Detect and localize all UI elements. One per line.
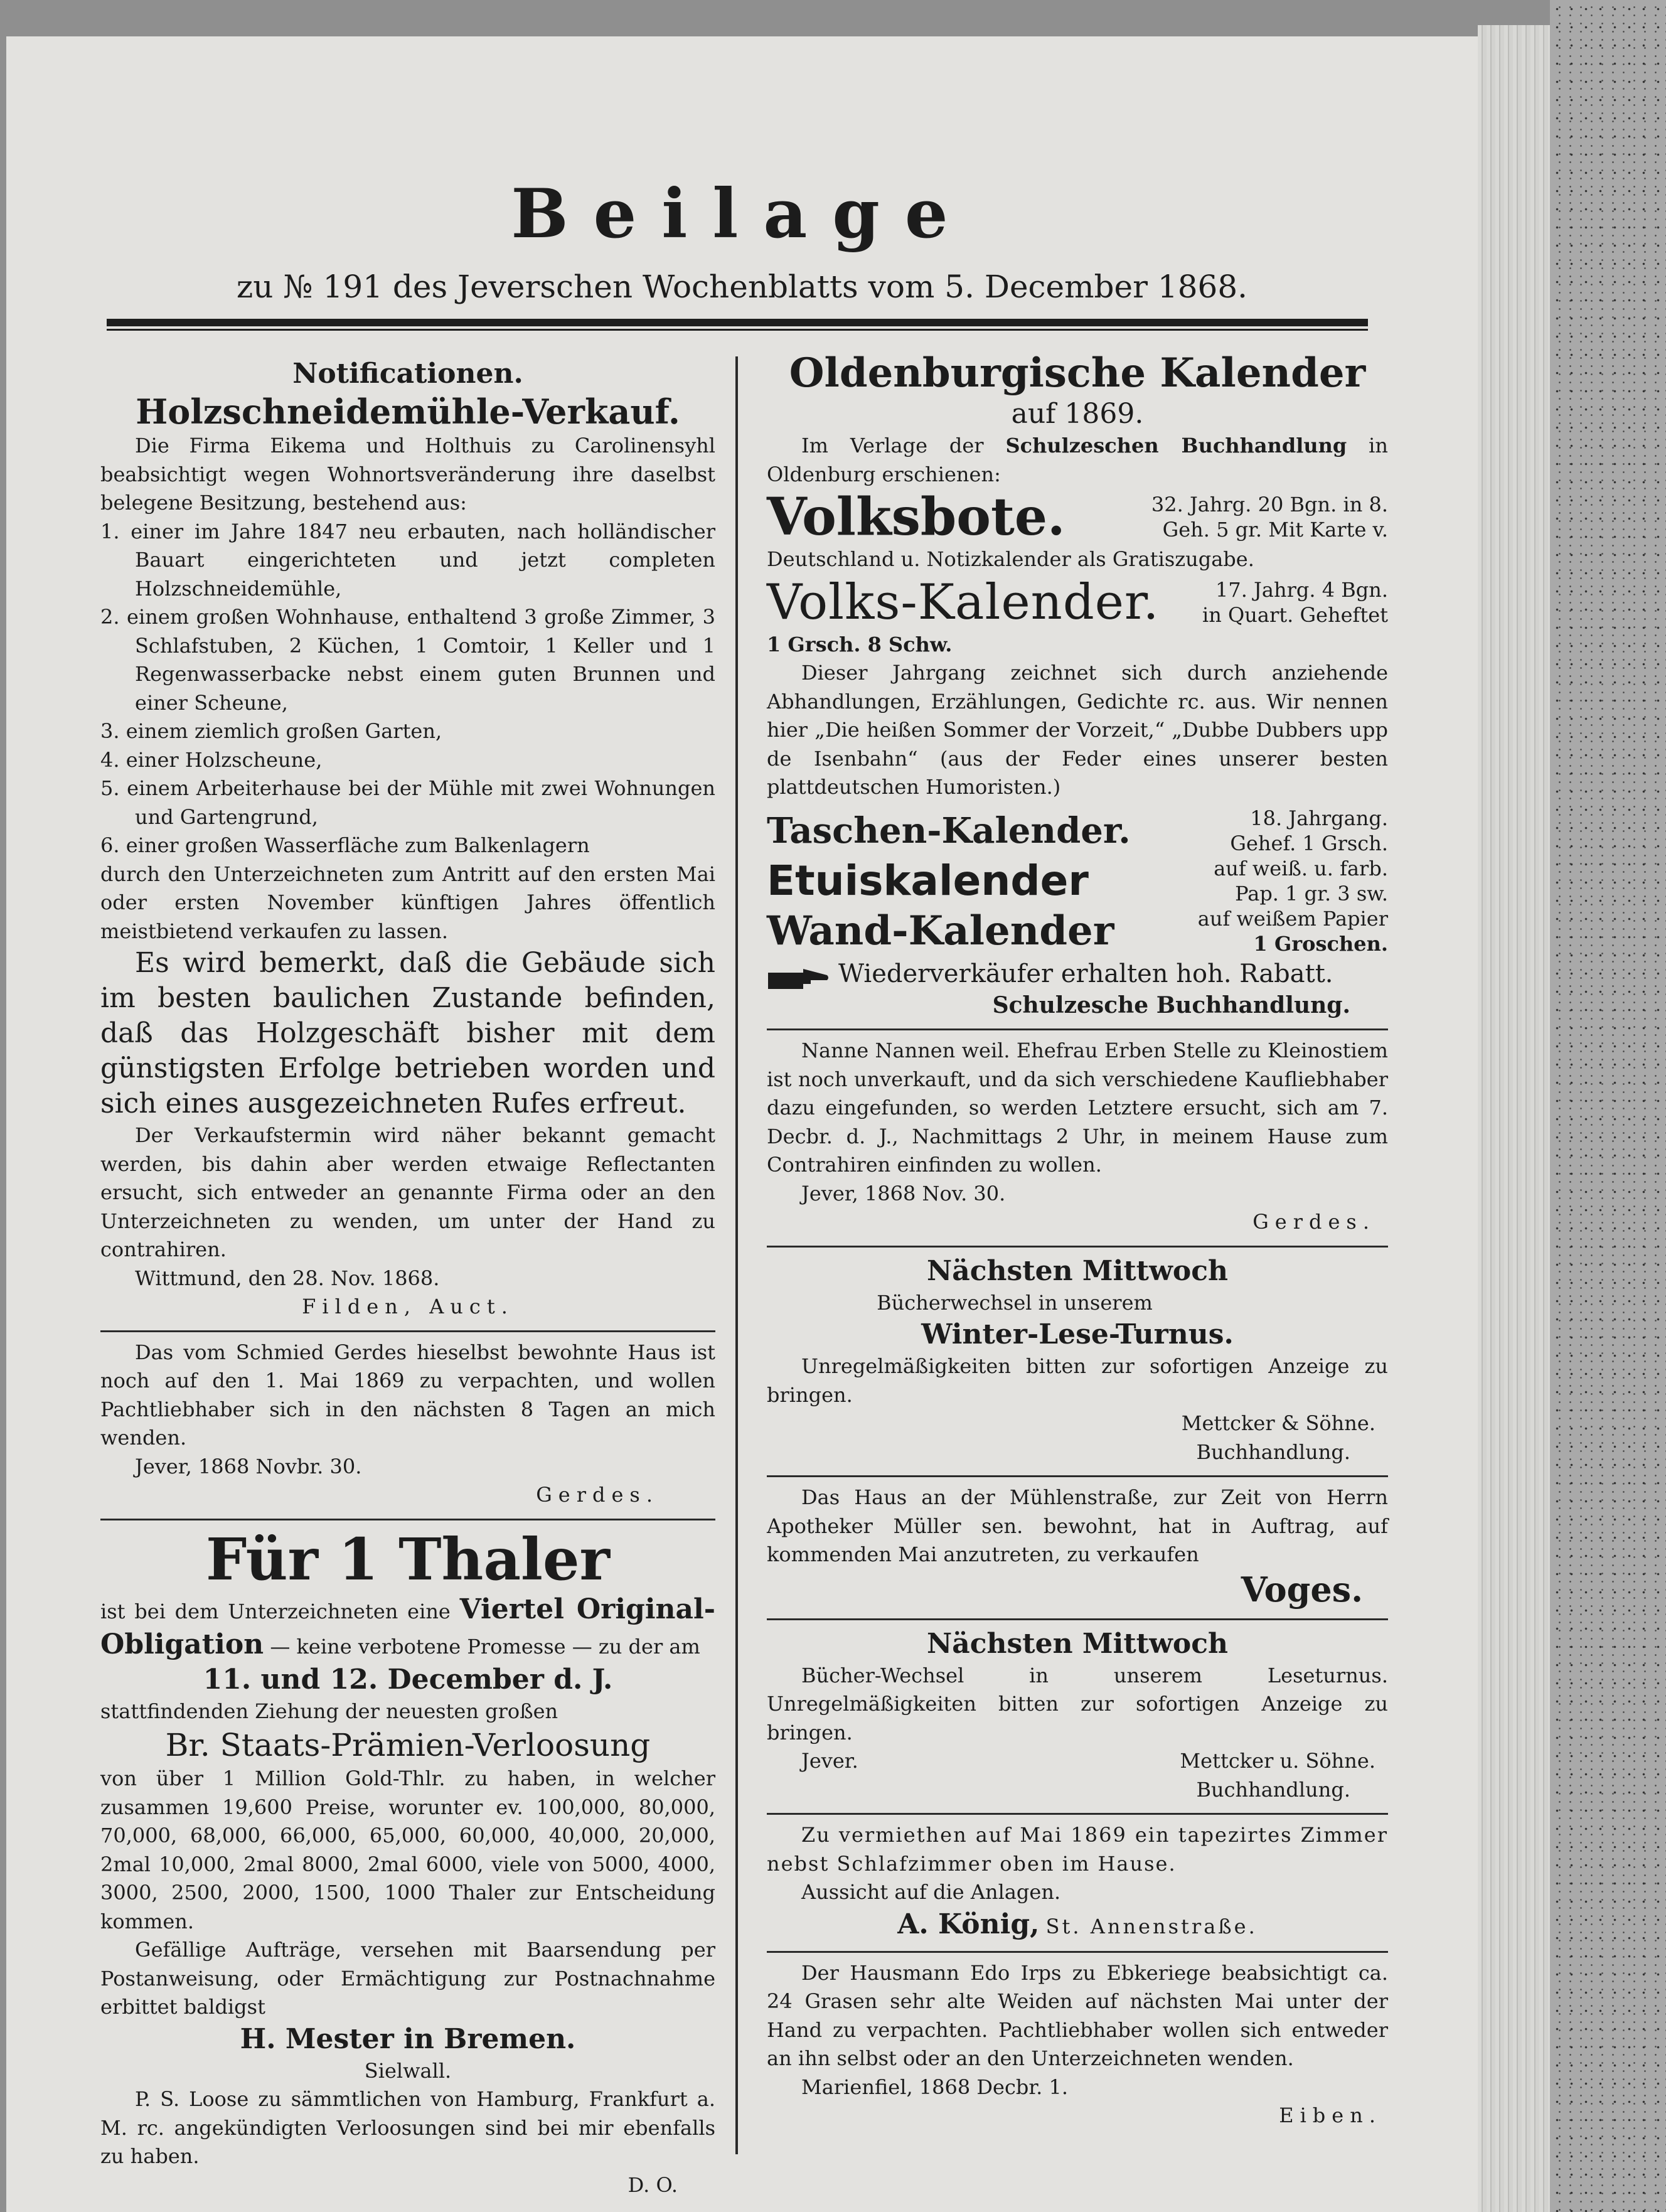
ad-mittwoch1-title: Nächsten Mittwoch [927, 1254, 1228, 1287]
ad-mittwoch1-text: Unregelmäßigkeiten bitten zur sofortigen Anzeige zu bringen. [767, 1354, 1388, 1407]
ad-nannen-place-date: Jever, 1868 Nov. 30. [801, 1181, 1006, 1205]
wandkalender-info [1114, 906, 1388, 956]
ad-mittwoch1-sig1: Mettcker & Söhne. [1181, 1411, 1375, 1435]
right-column [767, 350, 1388, 2130]
ad-nannen-signature: Gerdes. [1252, 1210, 1375, 1234]
volksbote-title: Volksbote. [767, 487, 1065, 547]
etuiskalender-info [1089, 856, 1388, 906]
etuiskalender-info-2: Pap. 1 gr. 3 sw. [1235, 881, 1388, 906]
volksbote-info [1065, 492, 1388, 542]
etuiskalender-row [767, 856, 1388, 906]
ad-thaler-line1 [100, 1592, 715, 1662]
ad-koenig-sig-name: A. König, [897, 1908, 1040, 1940]
ad-thaler-dates: 11. und 12. December d. J. [203, 1663, 613, 1696]
separator [767, 1029, 1388, 1030]
ad-emphasis: Es wird bemerkt, daß die Gebäude sich im besten baulichen Zustande befinden, daß das Holzgeschäft bisher mit dem günstigsten Erfolge betrieben worden und sich eines ausgezeichneten Rufes erfreut. [100, 947, 715, 1119]
ad-mittwoch2-text: Bücher-Wechsel in unserem Leseturnus. Unregelmäßigkeiten bitten zur sofortigen Anzeige zu bringen. [767, 1663, 1388, 1744]
ad-thaler-street: Sielwall. [364, 2058, 452, 2083]
resellers-text: Wiederverkäufer erhalten hoh. Rabatt. [838, 959, 1333, 988]
taschenkalender-info-1: 18. Jahrgang. [1250, 806, 1388, 830]
etuiskalender-title: Etuiskalender [767, 856, 1089, 905]
wandkalender-info-2: 1 Groschen. [1253, 931, 1388, 956]
wandkalender-title: Wand-Kalender [767, 907, 1114, 954]
ad-eiben-text: Der Hausmann Edo Irps zu Ebkeriege beabsichtigt ca. 24 Grasen sehr alte Weiden auf nächsten Mai unter der Hand zu verpachten. Pachtliebhaber wollen sich entweder an ihn selbst oder an den Unterzeichneten wenden. [767, 1960, 1388, 2070]
separator [767, 1813, 1388, 1815]
ad-gerdes-signature: Gerdes. [536, 1483, 659, 1507]
pointing-hand-icon [767, 964, 830, 987]
ad-thaler-line1-pre: ist bei dem Unterzeichneten eine [100, 1599, 451, 1623]
ad-signature: Filden, Auct. [302, 1295, 514, 1318]
volksbote-row [767, 489, 1388, 545]
ad-eiben-signature: Eiben. [1279, 2103, 1382, 2127]
ad-gerdes-place-date: Jever, 1868 Novbr. 30. [135, 1454, 362, 1478]
supplement-subtitle: zu № 191 des Jeverschen Wochenblatts vom 5. December 1868. [236, 269, 1248, 305]
ad-after-items: durch den Unterzeichneten zum Antritt auf den ersten Mai oder ersten November künftigen Jahres öffentlich meistbietend verkaufen zu lassen. [100, 862, 715, 943]
calendar-intro-publisher: Schulzeschen Buchhandlung [1005, 434, 1347, 457]
ad-title-holzschneidemuehle: Holzschneidemühle-Verkauf. [136, 392, 680, 432]
wandkalender-row [767, 906, 1388, 956]
volksbote-line: Deutschland u. Notizkalender als Gratiszugabe. [767, 547, 1254, 571]
calendar-signature: Schulzesche Buchhandlung. [992, 991, 1350, 1018]
ad-closing: Der Verkaufstermin wird näher bekannt gemacht werden, bis dahin aber werden etwaige Reflectanten ersucht, sich entweder an genannte Firma oder an den Unterzeichneten zu wenden, um unter der Hand zu contrahiren. [100, 1123, 715, 1261]
property-item-5: 5. einem Arbeiterhause bei der Mühle mit zwei Wohnungen und Gartengrund, [100, 776, 715, 829]
ad-thaler-title: Für 1 Thaler [205, 1525, 611, 1593]
property-item-2: 2. einem großen Wohnhause, enthaltend 3 große Zimmer, 3 Schlafstuben, 2 Küchen, 1 Comtoir, 1 Keller und 1 Regenwasserbacke nebst einem guten Brunnen und einer Scheune, [100, 605, 715, 715]
volkskalender-price: 1 Grsch. 8 Schw. [767, 632, 953, 656]
ad-thaler-ps-signature: D. O. [627, 2172, 678, 2197]
ad-koenig-line2: Aussicht auf die Anlagen. [801, 1880, 1061, 1904]
ad-koenig-sig-addr: St. Annenstraße. [1045, 1914, 1258, 1938]
ad-nannen-text: Nanne Nannen weil. Ehefrau Erben Stelle zu Kleinostiem ist noch unverkauft, und da sich verschiedene Kaufliebhaber dazu eingefunden, so werden Letztere ersucht, sich am 7. Decbr. d. J., Nachmittags 2 Uhr, in meinem Hause zum Contrahiren einfinden zu wollen. [767, 1039, 1388, 1177]
separator [767, 1618, 1388, 1620]
volkskalender-info [1159, 577, 1388, 628]
section-heading: Notificationen. [292, 358, 523, 390]
taschenkalender-info-2: Gehef. 1 Grsch. [1230, 831, 1388, 855]
taschenkalender-row [767, 806, 1388, 856]
taschenkalender-info [1131, 806, 1388, 856]
resellers-line [767, 956, 1388, 991]
ad-mittwoch1-sig2: Buchhandlung. [1196, 1440, 1350, 1464]
calendar-description: Dieser Jahrgang zeichnet sich durch anziehende Abhandlungen, Erzählungen, Gedichte rc. aus. Wir nennen hier „Die heißen Sommer der Vorzeit,“ „Dubbe Dubbers upp de Isenbahn“ (aus der Feder eines unserer besten plattdeutschen Humoristen.) [767, 661, 1388, 799]
volkskalender-info-2: in Quart. Geheftet [1202, 602, 1388, 627]
ad-gerdes-text: Das vom Schmied Gerdes hieselbst bewohnte Haus ist noch auf den 1. Mai 1869 zu verpachten, und wollen Pachtliebhaber sich in den nächsten 8 Tagen an mich wenden. [100, 1340, 715, 1450]
separator [100, 1519, 715, 1520]
left-column [100, 356, 715, 2199]
calendar-intro-pre: Im Verlage der [801, 434, 984, 457]
ad-mittwoch2-place: Jever. [801, 1749, 858, 1773]
property-item-4: 4. einer Holzscheune, [100, 747, 323, 772]
volkskalender-info-1: 17. Jahrg. 4 Bgn. [1215, 577, 1388, 602]
etuiskalender-info-1: auf weiß. u. farb. [1214, 856, 1388, 880]
newspaper-page [6, 36, 1480, 2212]
separator [767, 1951, 1388, 1953]
ad-voges-text: Das Haus an der Mühlenstraße, zur Zeit von Herrn Apotheker Müller sen. bewohnt, hat in Auftrag, auf kommenden Mai anzutreten, zu verkaufen [767, 1485, 1388, 1566]
ad-thaler-line1-bold: Viertel Original-Obligation [100, 1593, 716, 1660]
ad-thaler-ps: P. S. Loose zu sämmtlichen von Hamburg, Frankfurt a. M. rc. angekündigten Verloosungen sind bei mir ebenfalls zu haben. [100, 2087, 715, 2168]
taschenkalender-title: Taschen-Kalender. [767, 809, 1131, 852]
property-item-6: 6. einer großen Wasserfläche zum Balkenlagern [100, 833, 590, 857]
ad-eiben-place-date: Marienfiel, 1868 Decbr. 1. [801, 2075, 1069, 2099]
ad-thaler-orders: Gefällige Aufträge, versehen mit Baarsendung per Postanweisung, oder Ermächtigung zur Postnachnahme erbittet baldigst [100, 1938, 715, 2019]
ad-thaler-lottery: Br. Staats-Prämien-Verloosung [165, 1727, 651, 1763]
ad-intro: Die Firma Eikema und Holthuis zu Carolinensyhl beabsichtigt wegen Wohnortsveränderung ihre daselbst belegene Besitzung, bestehend aus: [100, 434, 715, 515]
volkskalender-row [767, 574, 1388, 631]
property-item-3: 3. einem ziemlich großen Garten, [100, 719, 442, 743]
volkskalender-title: Volks-Kalender. [767, 574, 1160, 631]
calendar-intro [767, 432, 1388, 489]
ad-thaler-firm: H. Mester in Bremen. [240, 2022, 576, 2055]
ad-mittwoch2-title: Nächsten Mittwoch [927, 1627, 1228, 1660]
ad-thaler-line1-post: — keine verbotene Promesse — zu der am [270, 1634, 700, 1659]
ad-koenig-text: Zu vermiethen auf Mai 1869 ein tapezirtes Zimmer nebst Schlafzimmer oben im Hause. [767, 1823, 1388, 1876]
header-rule [107, 319, 1368, 326]
ad-mittwoch2-sig2: Buchhandlung. [1196, 1777, 1350, 1802]
column-divider [735, 356, 738, 2154]
calendar-year: auf 1869. [1011, 398, 1144, 430]
volksbote-info-2: Geh. 5 gr. Mit Karte v. [1162, 518, 1388, 542]
ad-voges-signature: Voges. [1241, 1569, 1363, 1610]
ad-thaler-line2: stattfindenden Ziehung der neuesten großen [100, 1699, 558, 1723]
ad-koenig-signature [767, 1907, 1388, 1942]
ad-place-date: Wittmund, den 28. Nov. 1868. [135, 1266, 440, 1290]
wandkalender-info-1: auf weißem Papier [1197, 906, 1388, 931]
ad-mittwoch1-subtitle: Winter-Lese-Turnus. [921, 1318, 1234, 1350]
separator [767, 1246, 1388, 1248]
property-list [100, 518, 715, 860]
supplement-title: Beilage [511, 174, 973, 254]
header-rule-thin [107, 329, 1368, 331]
speckled-background [1550, 0, 1666, 2212]
volksbote-info-1: 32. Jahrg. 20 Bgn. in 8. [1151, 493, 1388, 516]
calendar-title: Oldenburgische Kalender [789, 350, 1366, 397]
separator [100, 1330, 715, 1332]
ad-mittwoch1-line: Bücherwechsel in unserem [877, 1290, 1153, 1315]
ad-mittwoch2-sig1: Mettcker u. Söhne. [1180, 1749, 1375, 1773]
separator [767, 1475, 1388, 1477]
calendar-intro-post: in Oldenburg erschienen: [767, 434, 1388, 486]
property-item-1: 1. einer im Jahre 1847 neu erbauten, nach holländischer Bauart eingerichteten und jetzt completen Holzschneidemühle, [100, 519, 715, 601]
ad-thaler-text: von über 1 Million Gold-Thlr. zu haben, in welcher zusammen 19,600 Preise, worunter ev. 100,000, 80,000, 70,000, 68,000, 66,000, 65,000, 60,000, 40,000, 20,000, 2mal 10,000, 2mal 8000, 2mal 6000, viele von 5000, 4000, 3000, 2500, 2000, 1500, 1000 Thaler zur Entscheidung kommen. [100, 1766, 715, 1933]
ad-mittwoch2-sig-row [767, 1747, 1388, 1776]
